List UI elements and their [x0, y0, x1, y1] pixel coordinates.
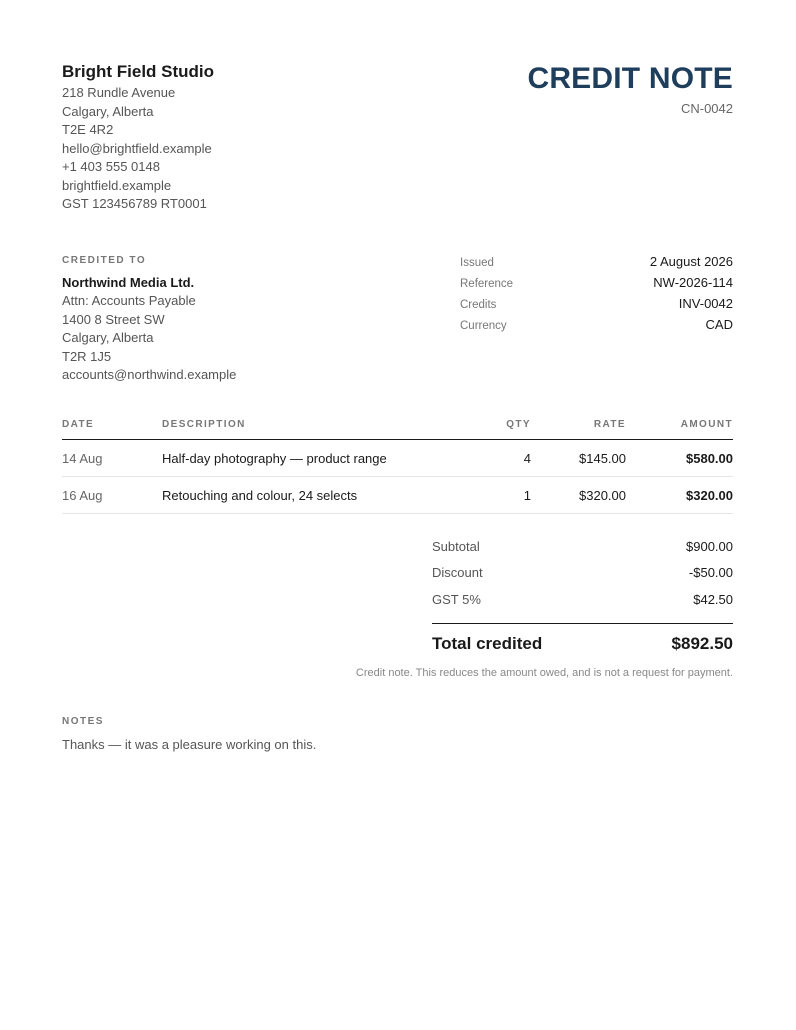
seller-phone: +1 403 555 0148 [62, 159, 160, 174]
column-header-description: DESCRIPTION [162, 419, 246, 430]
meta-value: CAD [705, 317, 733, 332]
meta-row-credits [460, 296, 733, 317]
totals-label: Subtotal [432, 538, 480, 554]
meta-key: Credits [460, 299, 497, 311]
client-attention: Attn: Accounts Payable [62, 293, 196, 308]
meta-value: NW-2026-114 [653, 275, 733, 290]
totals-value: $42.50 [693, 591, 733, 607]
table-row [62, 440, 733, 477]
column-header-date: DATE [62, 419, 95, 430]
seller-tax-number: GST 123456789 RT0001 [62, 196, 207, 211]
row-qty: 1 [523, 487, 531, 503]
meta-row-currency [460, 317, 733, 338]
row-description: Half-day photography — product range [162, 450, 387, 466]
meta-row-reference [460, 275, 733, 296]
row-qty: 4 [523, 450, 531, 466]
grand-total-value: $892.50 [671, 633, 733, 653]
line-items-table [62, 418, 733, 514]
row-rate: $145.00 [579, 450, 626, 466]
seller-website: brightfield.example [62, 177, 172, 193]
meta-key: Reference [460, 278, 514, 290]
meta-value: 2 August 2026 [649, 254, 733, 269]
credited-to-block [62, 255, 362, 385]
seller-address [62, 84, 362, 214]
seller-city: Calgary, Alberta [62, 103, 154, 119]
notes-label: NOTES [62, 716, 104, 727]
column-header-amount: AMOUNT [680, 419, 733, 430]
document-number: CN-0042 [680, 101, 733, 116]
row-amount: $320.00 [686, 487, 733, 503]
credit-note-page [62, 0, 733, 1030]
totals-row-gst [432, 586, 733, 613]
seller-street: 218 Rundle Avenue [62, 85, 176, 100]
table-header [62, 418, 733, 440]
seller-name: Bright Field Studio [62, 62, 215, 81]
grand-total-label: Total credited [432, 633, 543, 653]
row-description: Retouching and colour, 24 selects [162, 487, 358, 503]
meta-value: INV-0042 [678, 296, 733, 311]
seller-block [62, 61, 362, 214]
totals-value: -$50.00 [688, 565, 733, 581]
row-rate: $320.00 [579, 487, 626, 503]
column-header-qty: QTY [506, 419, 531, 430]
seller-email: hello@brightfield.example [62, 140, 212, 156]
client-postal-code: T2R 1J5 [62, 348, 112, 364]
totals-row-discount [432, 560, 733, 587]
client-street: 1400 8 Street SW [62, 311, 165, 327]
notes-block [62, 716, 733, 754]
notes-text: Thanks — it was a pleasure working on this. [62, 737, 317, 752]
meta-row-issued [460, 254, 733, 275]
totals-label: GST 5% [432, 591, 481, 607]
credit-note-disclaimer: Credit note. This reduces the amount owed, and is not a request for payment. [355, 667, 733, 679]
table-row [62, 477, 733, 514]
client-name: Northwind Media Ltd. [62, 275, 195, 290]
credited-to-label: CREDITED TO [62, 255, 147, 266]
document-meta [460, 254, 733, 338]
client-email: accounts@northwind.example [62, 367, 237, 382]
totals-block [432, 533, 733, 664]
grand-total-row [432, 624, 733, 664]
seller-postal-code: T2E 4R2 [62, 122, 114, 137]
client-city: Calgary, Alberta [62, 330, 154, 345]
column-header-rate: RATE [593, 419, 626, 430]
meta-key: Currency [460, 320, 507, 332]
meta-key: Issued [460, 257, 494, 269]
totals-row-subtotal [432, 533, 733, 560]
row-amount: $580.00 [686, 450, 733, 466]
totals-label: Discount [432, 565, 483, 581]
totals-value: $900.00 [686, 538, 733, 554]
document-title: CREDIT NOTE [527, 62, 733, 95]
row-date: 14 Aug [62, 450, 103, 466]
row-date: 16 Aug [62, 487, 103, 503]
